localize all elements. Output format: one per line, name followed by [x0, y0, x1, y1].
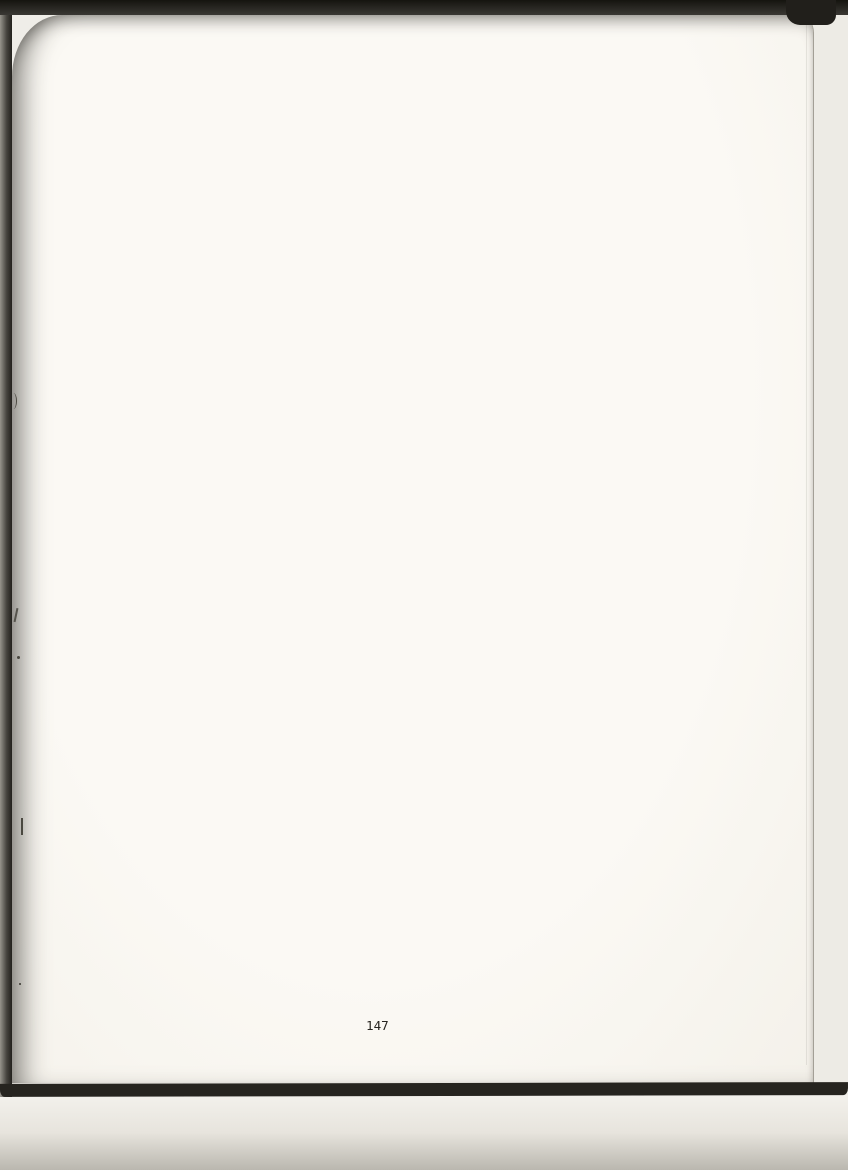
- scan-artifact: [19, 983, 21, 985]
- scan-edge-top-right: [786, 0, 836, 25]
- scan-artifact: [10, 393, 17, 409]
- paper-page: [12, 15, 814, 1083]
- scan-edge-left: [0, 0, 12, 1097]
- scan-edge-bottom: [0, 1082, 848, 1097]
- scan-background-right: [814, 15, 848, 1083]
- scan-background-bottom: [0, 1095, 848, 1170]
- page-number: 147: [366, 1018, 389, 1033]
- scan-edge-top: [0, 0, 848, 15]
- scan-artifact: [17, 656, 20, 659]
- page-crease: [806, 25, 807, 1065]
- scan-artifact: [21, 818, 23, 835]
